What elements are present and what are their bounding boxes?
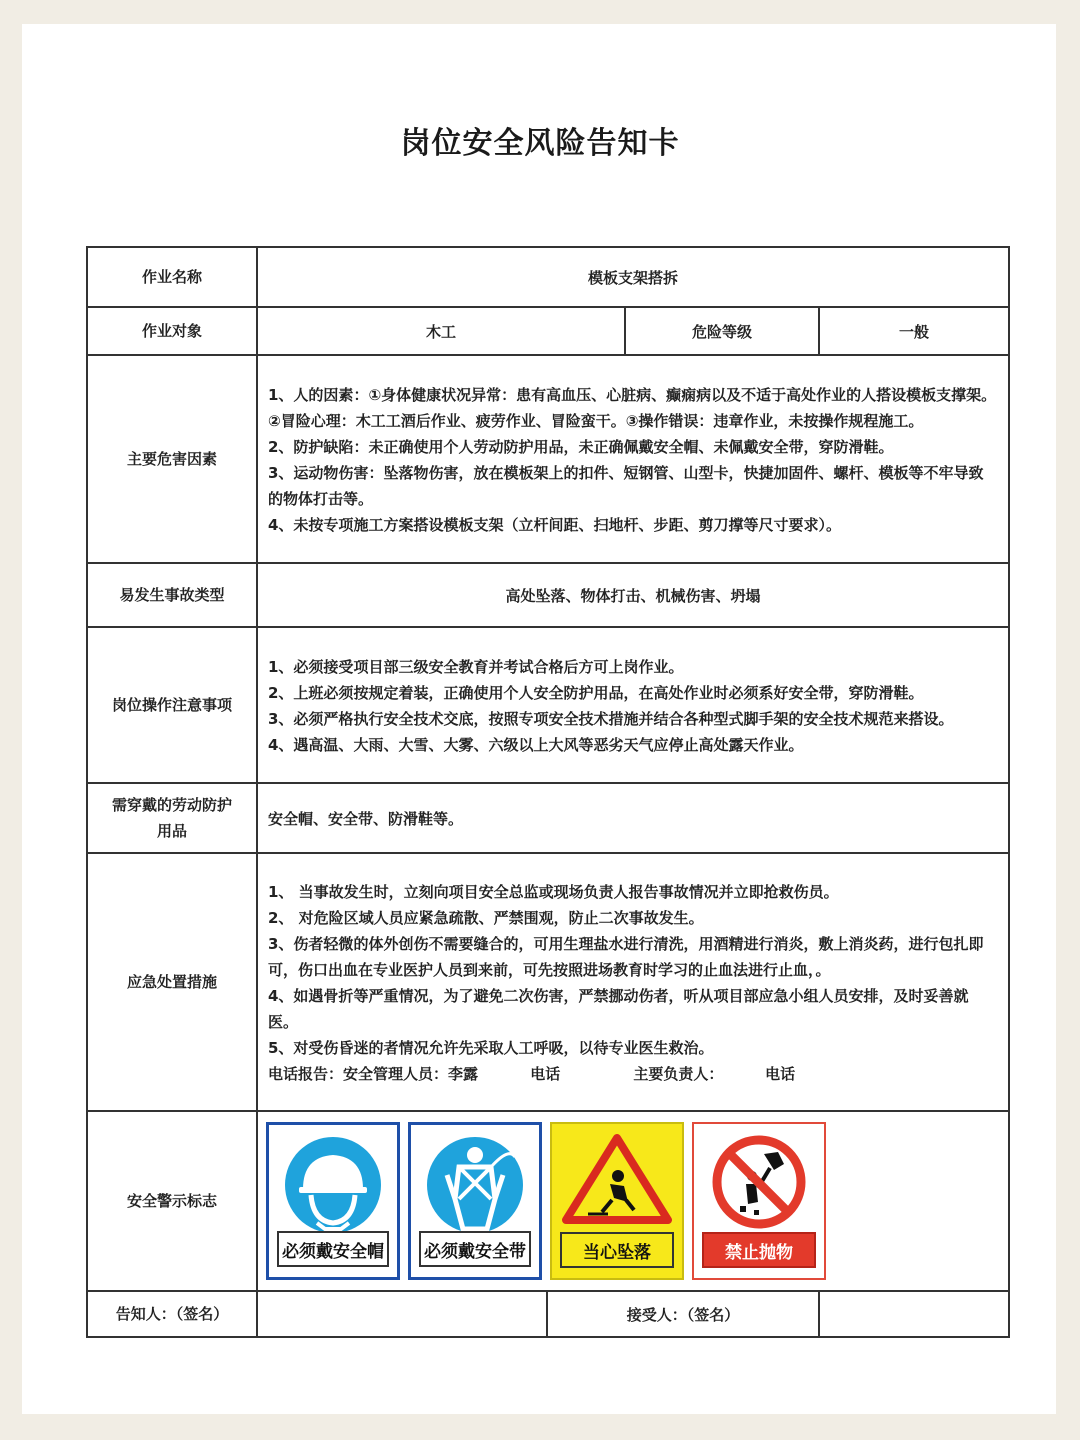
ppe-label <box>87 783 257 853</box>
accident-types-value: 高处坠落、物体打击、机械伤害、坍塌 <box>257 563 1009 627</box>
row-hazards <box>87 355 1009 563</box>
emergency-content <box>257 853 1009 1111</box>
signs-label: 安全警示标志 <box>87 1111 257 1291</box>
emergency-item: 2、 对危险区域人员应紧急疏散、严禁围观，防止二次事故发生。 <box>268 909 704 927</box>
notifier-signature-field[interactable] <box>257 1291 547 1337</box>
receiver-label: 接受人：（签名） <box>547 1291 819 1337</box>
risk-card-table <box>86 246 1010 1338</box>
emergency-item: 4、如遇骨折等严重情况，为了避免二次伤害，严禁挪动伤者，听从项目部应急小组人员安排，及时妥善就医。 <box>268 987 969 1031</box>
notifier-label: 告知人：（签名） <box>87 1291 257 1337</box>
row-signs <box>87 1111 1009 1291</box>
emergency-item: 1、 当事故发生时，立刻向项目安全总监或现场负责人报告事故情况并立即抢救伤员。 <box>268 883 839 901</box>
hazards-label: 主要危害因素 <box>87 355 257 563</box>
sign-label: 禁止抛物 <box>702 1232 816 1268</box>
row-emergency <box>87 853 1009 1111</box>
emergency-contact: 电话报告：安全管理人员：李露 电话 主要负责人： 电话 <box>268 1065 796 1083</box>
sign-label: 必须戴安全带 <box>419 1231 531 1267</box>
row-signature <box>87 1291 1009 1337</box>
hazard-item: 4、未按专项施工方案搭设模板支架（立杆间距、扫地杆、步距、剪刀撑等尺寸要求）。 <box>268 516 841 534</box>
accident-types-label: 易发生事故类型 <box>87 563 257 627</box>
sign-falling-warning <box>550 1122 684 1280</box>
row-job-name <box>87 247 1009 307</box>
sign-hard-hat <box>266 1122 400 1280</box>
sign-label: 必须戴安全帽 <box>277 1231 389 1267</box>
sign-row <box>266 1122 1008 1280</box>
risk-level-value: 一般 <box>819 307 1009 355</box>
job-name-value: 模板支架搭拆 <box>257 247 1009 307</box>
row-precautions <box>87 627 1009 783</box>
emergency-item: 5、对受伤昏迷的者情况允许先采取人工呼吸，以待专业医生救治。 <box>268 1039 714 1057</box>
job-name-label: 作业名称 <box>87 247 257 307</box>
emergency-label: 应急处置措施 <box>87 853 257 1111</box>
sign-no-throwing <box>692 1122 826 1280</box>
precautions-content <box>257 627 1009 783</box>
ppe-label-line1: 需穿戴的劳动防护 <box>111 796 232 814</box>
emergency-item: 3、伤者轻微的体外创伤不需要缝合的，可用生理盐水进行清洗，用酒精进行消炎，敷上消炎药，进行包扎即可，伤口出血在专业医护人员到来前，可先按照进场教育时学习的止血法进行止血，。 <box>268 935 984 979</box>
precautions-label: 岗位操作注意事项 <box>87 627 257 783</box>
risk-level-label: 危险等级 <box>625 307 819 355</box>
precaution-item: 2、上班必须按规定着装，正确使用个人安全防护用品，在高处作业时必须系好安全带，穿防滑鞋。 <box>268 684 924 702</box>
ppe-label-line2: 用品 <box>156 822 187 840</box>
ppe-value: 安全帽、安全带、防滑鞋等。 <box>257 783 1009 853</box>
precaution-item: 1、必须接受项目部三级安全教育并考试合格后方可上岗作业。 <box>268 658 684 676</box>
hazard-item: 2、防护缺陷：未正确使用个人劳动防护用品，未正确佩戴安全帽、未佩戴安全带，穿防滑鞋。 <box>268 438 894 456</box>
precaution-item: 3、必须严格执行安全技术交底，按照专项安全技术措施并结合各种型式脚手架的安全技术规范来搭设。 <box>268 710 954 728</box>
page-title: 岗位安全风险告知卡 <box>400 126 680 161</box>
job-object-value: 木工 <box>257 307 625 355</box>
sign-label: 当心坠落 <box>560 1232 674 1268</box>
hazard-item: 1、人的因素：①身体健康状况异常：患有高血压、心脏病、癫痫病以及不适于高处作业的人搭设模板支撑架。②冒险心理：木工工酒后作业、疲劳作业、冒险蛮干。③操作错误：违章作业，未按操作规程施工。 <box>268 386 997 430</box>
row-ppe <box>87 783 1009 853</box>
row-accident-types <box>87 563 1009 627</box>
row-job-object <box>87 307 1009 355</box>
signs-content <box>257 1111 1009 1291</box>
sign-safety-harness <box>408 1122 542 1280</box>
receiver-signature-field[interactable] <box>819 1291 1009 1337</box>
hazard-item: 3、运动物伤害：坠落物伤害，放在模板架上的扣件、短钢管、山型卡，快捷加固件、螺杆、模板等不牢导致的物体打击等。 <box>268 464 984 508</box>
job-object-label: 作业对象 <box>87 307 257 355</box>
hazards-content <box>257 355 1009 563</box>
precaution-item: 4、遇高温、大雨、大雪、大雾、六级以上大风等恶劣天气应停止高处露天作业。 <box>268 736 804 754</box>
